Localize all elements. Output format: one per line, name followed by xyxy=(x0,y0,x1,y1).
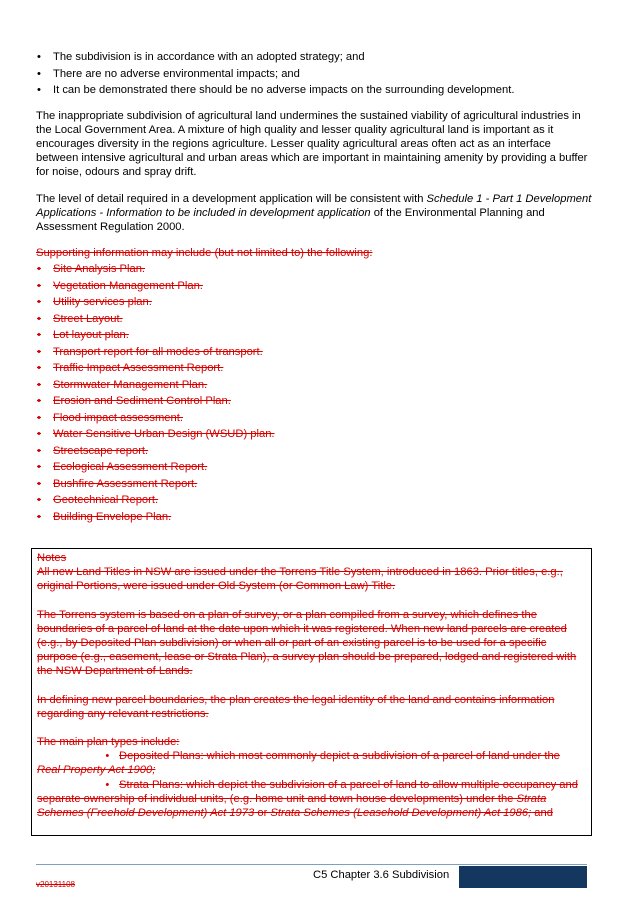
footer-version: v20131108 xyxy=(36,880,75,889)
list-item: • Utility services plan. xyxy=(36,295,592,312)
notes-item-text: and xyxy=(531,807,553,820)
list-item: • Building Envelope Plan. xyxy=(36,510,592,527)
detail-text-end: of the Environmental Planning and Assessment Regulation 2000. xyxy=(36,206,545,234)
list-item: • Geotechnical Report. xyxy=(36,493,592,510)
list-item: • Erosion and Sediment Control Plan. xyxy=(36,394,592,411)
notes-heading: Notes xyxy=(37,552,67,564)
supporting-list xyxy=(36,262,592,526)
notes-paragraph: The main plan types include: xyxy=(37,736,180,749)
list-item: • It can be demonstrated there should be no adverse impacts on the surrounding development. xyxy=(36,83,592,97)
act-reference: Strata Schemes (Leasehold Development) Act 1986; xyxy=(270,807,532,820)
paragraph-agricultural: The inappropriate subdivision of agricultural land undermines the sustained viability of agricultural industries in the Local Government Area. A mixture of high quality and lesser quality agricultural land is important as it encourages diversity in the regions agriculture. Lesser quality agricultural areas often act as an interface between intensive agricultural and urban areas which are important in maintaining amenity by providing a buffer for noise, odours and spray drift. xyxy=(36,109,588,179)
footer-title: C5 Chapter 3.6 Subdivision xyxy=(313,869,450,881)
notes-box xyxy=(31,548,592,836)
list-item: • Bushfire Assessment Report. xyxy=(36,477,592,494)
list-item: • Flood impact assessment. xyxy=(36,411,592,428)
notes-paragraph: The Torrens system is based on a plan of survey, or a plan compiled from a survey, which defines the boundaries of a parcel of land at the date upon which it was registered. When new land parcels are created (e.g., by Deposited Plan subdivision) or when all or part of an existing parcel is to be used for a specific purpose (e.g., easement, lease or Strata Plan), a survey plan should be prepared, lodged and registered with the NSW Department of Lands. xyxy=(37,608,577,678)
footer-bar xyxy=(459,866,587,888)
list-item: • Traffic Impact Assessment Report. xyxy=(36,361,592,378)
footer-rule xyxy=(36,864,587,865)
list-item: • Vegetation Management Plan. xyxy=(36,279,592,296)
list-item: • Lot layout plan. xyxy=(36,328,592,345)
list-item: • Streetscape report. xyxy=(36,444,592,461)
notes-paragraph: In defining new parcel boundaries, the plan creates the legal identity of the land and contains information regarding any relevant restrictions. xyxy=(37,693,555,720)
notes-paragraph: All new Land Titles in NSW are issued under the Torrens Title System, introduced in 1863. Prior titles, e.g., original Portions, were issued under Old System (or Common Law) Title. xyxy=(37,566,563,593)
paragraph-detail xyxy=(36,192,592,235)
page-body xyxy=(36,50,592,526)
list-item: • Street Layout. xyxy=(36,312,592,329)
act-reference: Real Property Act 1900; xyxy=(37,764,156,777)
list-item: • There are no adverse environmental impacts; and xyxy=(36,67,592,81)
list-item: • Stormwater Management Plan. xyxy=(36,378,592,395)
list-item: • Site Analysis Plan. xyxy=(36,262,592,279)
list-item: • The subdivision is in accordance with an adopted strategy; and xyxy=(36,50,592,64)
list-item: • Ecological Assessment Report. xyxy=(36,460,592,477)
criteria-list xyxy=(36,50,592,98)
notes-item-text: or xyxy=(254,807,271,820)
detail-text: The level of detail required in a development application will be consistent with xyxy=(36,192,427,205)
tab-bullet: ​ • xyxy=(37,778,110,791)
notes-item-text: Deposited Plans: which most commonly depict a subdivision of a parcel of land under the xyxy=(119,750,560,763)
act-reference: Strata Schemes (Freehold Development) Act 1973 xyxy=(37,792,547,820)
notes-item xyxy=(37,778,586,821)
supporting-intro: Supporting information may include (but not limited to) the following: xyxy=(36,247,373,260)
notes-item xyxy=(37,749,586,777)
notes-item-text: Strata Plans: which depict the subdivision of a parcel of land to allow multiple occupancy and separate ownership of individual units, (e.g. home unit and town house developments) under the xyxy=(37,778,578,805)
schedule-reference: Schedule 1 - Part 1 Development Applications - Information to be included in development application xyxy=(36,192,592,219)
list-item: • Transport report for all modes of transport. xyxy=(36,345,592,362)
list-item: • Water Sensitive Urban Design (WSUD) plan. xyxy=(36,427,592,444)
tab-bullet: ​ • xyxy=(37,750,110,763)
